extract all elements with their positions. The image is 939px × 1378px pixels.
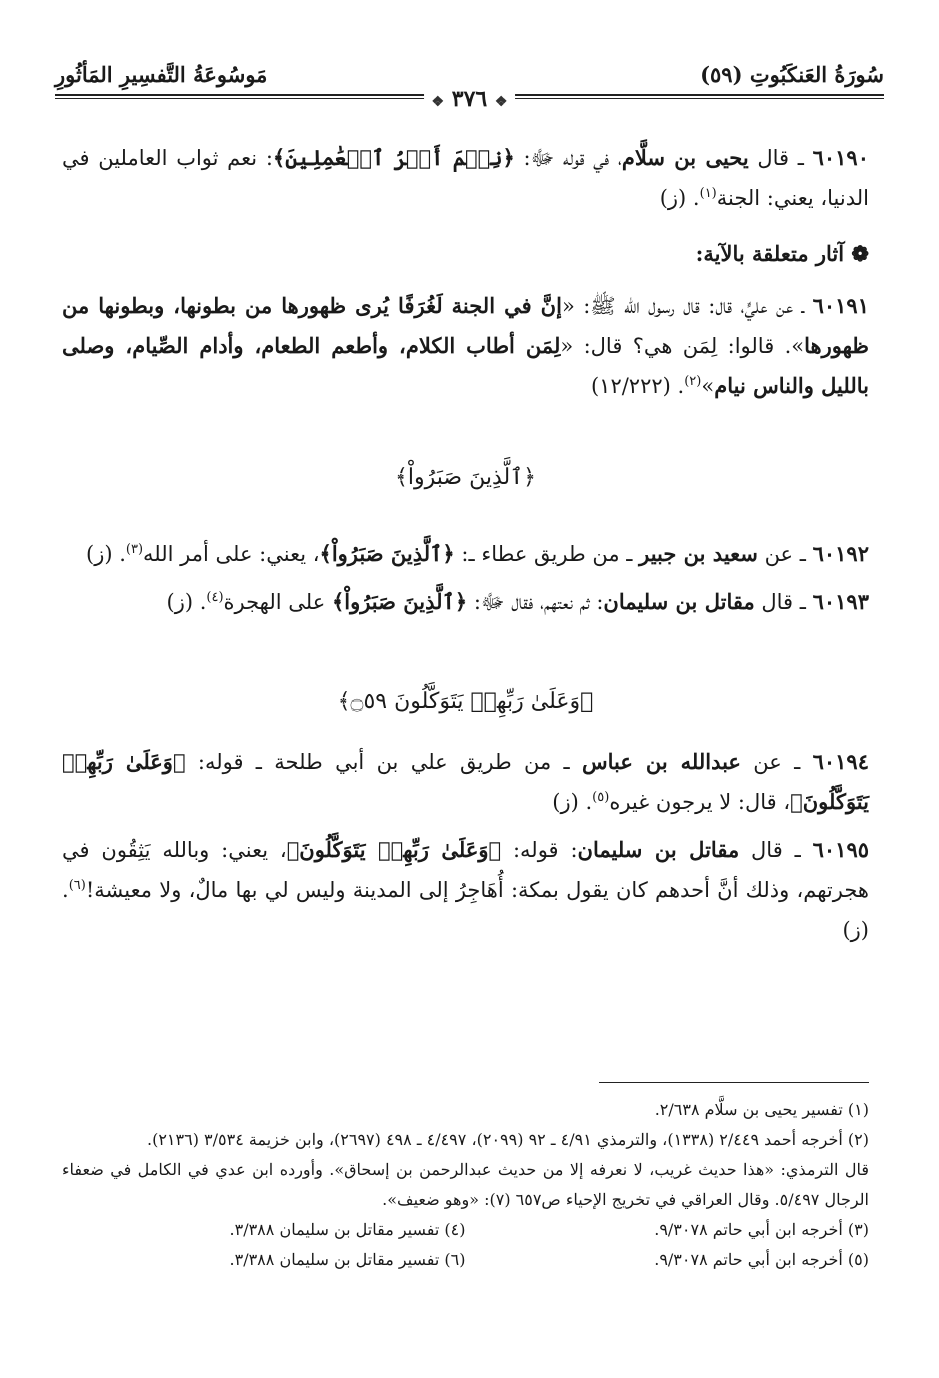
main-text — [62, 138, 869, 950]
footnote-ref[interactable]: (٤) — [206, 590, 224, 605]
entry-text: ـ عن — [757, 542, 813, 566]
entry-60193 — [62, 582, 869, 622]
narrator-name: يحيى بن سلَّام — [621, 145, 749, 170]
entry-text: ـ عن — [740, 750, 813, 774]
footnote-row — [62, 1245, 869, 1275]
quran-quote: ﴿وَعَلَىٰ رَبِّهِمۡ يَتَوَكَّلُونَ﴾ — [62, 749, 869, 814]
hadith-text: لِمَن أطاب الكلام، وأطعم الطعام، وأدام الصِّيام، وصلى بالليل والناس نيام — [62, 333, 869, 398]
footnote-5: (٥) أخرجه ابن أبي حاتم ٩/٣٠٧٨. — [654, 1250, 869, 1269]
entry-number: ٦٠١٩١ — [812, 293, 869, 318]
entry-text: : ثم نعتهم، فقال ﷻ: — [467, 590, 604, 614]
entry-text: ـ من طريق علي بن أبي طلحة ـ قوله: — [185, 750, 582, 774]
entry-text: » — [701, 374, 715, 398]
entry-text: ، يعني: على أمر الله — [143, 542, 320, 566]
section-title: ❁ آثار متعلقة بالآية: — [695, 241, 869, 266]
footnote-ref[interactable]: (٥) — [592, 790, 610, 805]
entry-text: ، في قوله ﷻ: — [514, 146, 622, 170]
entry-60195 — [62, 830, 869, 950]
entry-source: . (١٢/٢٢٢) — [590, 374, 685, 398]
quran-quote: ﴿وَعَلَىٰ رَبِّهِمۡ يَتَوَكَّلُونَ﴾ — [286, 837, 502, 862]
footnote-ref[interactable]: (٣) — [125, 542, 144, 557]
ornament-icon: ❖ — [494, 94, 508, 110]
entry-source: . (ز) — [166, 590, 207, 614]
entry-text: ـ قال — [739, 838, 813, 862]
page-number: ٣٧٦ — [451, 86, 488, 112]
narrator-name: سعيد بن جبير — [639, 541, 758, 566]
verse-heading: ﴿وَعَلَىٰ رَبِّهِمۡ يَتَوَكَّلُونَ ۝٥٩﴾ — [337, 689, 594, 714]
footnote-4: (٤) تفسير مقاتل بن سليمان ٣/٣٨٨. — [229, 1220, 466, 1239]
entry-text: ، قال: لا يرجون غيره — [609, 790, 791, 814]
entry-text: : قوله: — [501, 838, 578, 862]
book-title: مَوسُوعَةُ التَّفسِيرِ المَأثُورِ — [55, 62, 268, 87]
verse-heading: ﴿ٱلَّذِينَ صَبَرُواْ﴾ — [395, 465, 536, 490]
narrator-name: مقاتل بن سليمان — [577, 837, 740, 862]
entry-number: ٦٠١٩٠ — [812, 145, 869, 170]
entry-text: ـ من طريق عطاء ـ: — [454, 542, 640, 566]
footnote-separator — [599, 1082, 869, 1083]
quran-quote: ﴿ٱلَّذِينَ صَبَرُواْ﴾ — [331, 589, 468, 614]
entry-source: . (ز) — [62, 878, 869, 942]
entry-text: : نعم ثواب العاملين في الدنيا، يعني: الجنة — [62, 146, 869, 210]
entry-text: ». قالوا: لِمَن هي؟ قال: « — [560, 334, 805, 358]
footnote-2: (٢) أخرجه أحمد ٢/٤٤٩ (١٣٣٨)، والترمذي ٤/٩١ ـ ٩٢ (٢٠٩٩)، ٤/٤٩٧ ـ ٤٩٨ (٢٦٩٧)، وابن خزيمة ٣/٥٣٤ (٢١٣٦). — [146, 1130, 869, 1149]
ornament-icon: ❖ — [431, 94, 445, 110]
entry-number: ٦٠١٩٣ — [812, 589, 869, 614]
footnotes — [62, 1095, 869, 1275]
footnote-3: (٣) أخرجه ابن أبي حاتم ٩/٣٠٧٨. — [654, 1220, 869, 1239]
footnote-row — [62, 1215, 869, 1245]
entry-60194 — [62, 742, 869, 822]
footnote-2-note: قال الترمذي: «هذا حديث غريب، لا نعرفه إلا من حديث عبدالرحمن بن إسحاق». وأورده ابن عدي في الكامل في ضعفاء الرجال ٥/٤٩٧. وقال العراقي في تخريج الإحياء ص٦٥٧ (٧): «وهو ضعيف». — [62, 1160, 869, 1209]
entry-source: . (ز) — [86, 542, 126, 566]
quran-quote: ﴿نِعۡمَ أَجۡرُ ٱلۡعَٰمِلِينَ﴾ — [272, 145, 515, 170]
footnote-ref[interactable]: (٢) — [684, 374, 702, 389]
entry-text: ، يعني: وبالله يَثِقُون في هجرتهم، وذلك أنَّ أحدهم كان يقول بمكة: أُهَاجِرُ إلى المدينة وليس لي بها مالٌ، ولا معيشة! — [62, 838, 869, 902]
entry-source: . (ز) — [552, 790, 593, 814]
surah-title: سُورَةُ العَنكَبُوتِ (٥٩) — [700, 62, 884, 87]
entry-text: على الهجرة — [223, 590, 332, 614]
narrator-name: عبدالله بن عباس — [582, 749, 741, 774]
hadith-text: إنَّ في الجنة لَغُرَفًا يُرى ظهورها من بطونها، وبطونها من ظهورها — [62, 293, 869, 358]
narrator-name: مقاتل بن سليمان — [603, 589, 755, 614]
page-number-box — [424, 86, 516, 112]
footnote-ref[interactable]: (١) — [699, 186, 717, 201]
entry-60190 — [62, 138, 869, 218]
entry-number: ٦٠١٩٥ — [812, 837, 870, 862]
footnote-6: (٦) تفسير مقاتل بن سليمان ٣/٣٨٨. — [229, 1250, 466, 1269]
entry-number: ٦٠١٩٢ — [812, 541, 869, 566]
entry-text: ـ عن عليٍّ، قال: قال رسول الله ﷺ: « — [561, 294, 813, 318]
entry-text: ـ قال — [754, 590, 813, 614]
entry-60191 — [62, 286, 869, 406]
entry-text: ـ قال — [748, 146, 813, 170]
page-header — [55, 62, 884, 110]
entry-60192 — [62, 534, 869, 574]
quran-quote: ﴿ٱلَّذِينَ صَبَرُواْ﴾ — [319, 541, 455, 566]
entry-number: ٦٠١٩٤ — [812, 749, 869, 774]
footnote-ref[interactable]: (٦) — [68, 878, 86, 893]
entry-source: . (ز) — [659, 186, 700, 210]
footnote-1: (١) تفسير يحيى بن سلَّام ٢/٦٣٨. — [654, 1100, 869, 1119]
